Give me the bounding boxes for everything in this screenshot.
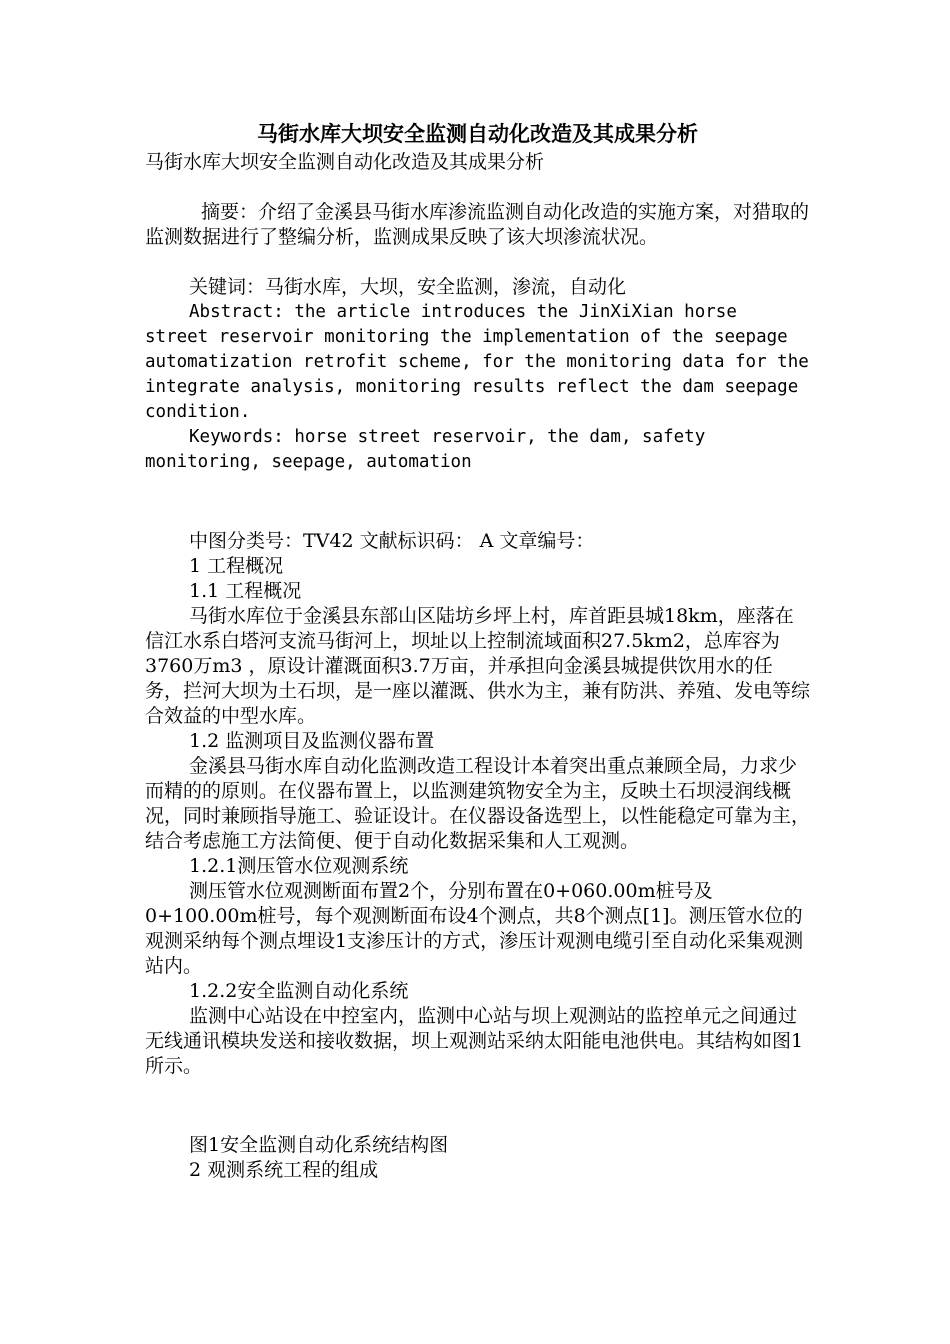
classification-line: 中图分类号：TV42 文献标识码： A 文章编号： [189, 530, 595, 552]
section-body: 测压管水位观测断面布置2个，分别布置在0+060.00m桩号及0+100.00m桩号，每个观测断面布设4个测点，共8个测点[1]。测压管水位的观测采纳每个测点埋设1支渗压计的方式，渗压计观测电缆引至自动化采集观测站内。 [145, 880, 804, 977]
abstract-cn: 摘要：介绍了金溪县马街水库渗流监测自动化改造的实施方案，对猎取的监测数据进行了整编分析，监测成果反映了该大坝渗流状况。 [145, 201, 810, 248]
spacer [145, 250, 810, 275]
document-subtitle: 马街水库大坝安全监测自动化改造及其成果分析 [145, 151, 545, 173]
section-heading: 1.1 工程概况 [189, 580, 302, 602]
spacer [145, 1079, 810, 1133]
section-body: 金溪县马街水库自动化监测改造工程设计本着突出重点兼顾全局，力求少而精的的原则。在仪器布置上，以监测建筑物安全为主，反映土石坝浸润线概况，同时兼顾指导施工、验证设计。在仪器设备选型上，以性能稳定可靠为主，结合考虑施工方法简便、便于自动化数据采集和人工观测。 [145, 755, 811, 852]
section-heading: 1.2.1测压管水位观测系统 [189, 855, 409, 877]
spacer [145, 175, 810, 200]
document-title: 马街水库大坝安全监测自动化改造及其成果分析 [257, 121, 698, 146]
section-heading: 2 观测系统工程的组成 [189, 1159, 379, 1181]
section-heading: 1.2.2安全监测自动化系统 [189, 980, 409, 1002]
spacer [145, 475, 810, 529]
section-heading: 1.2 监测项目及监测仪器布置 [189, 730, 435, 752]
keywords-cn: 关键词：马街水库，大坝，安全监测，渗流，自动化 [189, 276, 627, 298]
abstract-en: Abstract: the article introduces the JinXiXian horse street reservoir monitoring the implementation of the seepage automatization retrofit scheme, for the monitoring data for the integrate analysis, monitoring results reflect the dam seepage condition. [145, 302, 809, 422]
section-body: 马街水库位于金溪县东部山区陆坊乡坪上村，库首距县城18km，座落在信江水系白塔河支流马街河上，坝址以上控制流域面积27.5km2，总库容为3760万m3 ，原设计灌溉面积3.7万亩，并承担向金溪县城提供饮用水的任务，拦河大坝为土石坝，是一座以灌溉、供水为主，兼有防洪、养殖、发电等综合效益的中型水库。 [145, 605, 811, 727]
figure-caption: 图1安全监测自动化系统结构图 [189, 1134, 449, 1156]
keywords-en: Keywords: horse street reservoir, the dam, safety monitoring, seepage, automation [145, 427, 706, 472]
section-body: 监测中心站设在中控室内，监测中心站与坝上观测站的监控单元之间通过无线通讯模块发送和接收数据，坝上观测站采纳太阳能电池供电。其结构如图1所示。 [145, 1005, 804, 1077]
section-heading: 1 工程概况 [189, 555, 284, 577]
document-page [145, 118, 810, 1183]
